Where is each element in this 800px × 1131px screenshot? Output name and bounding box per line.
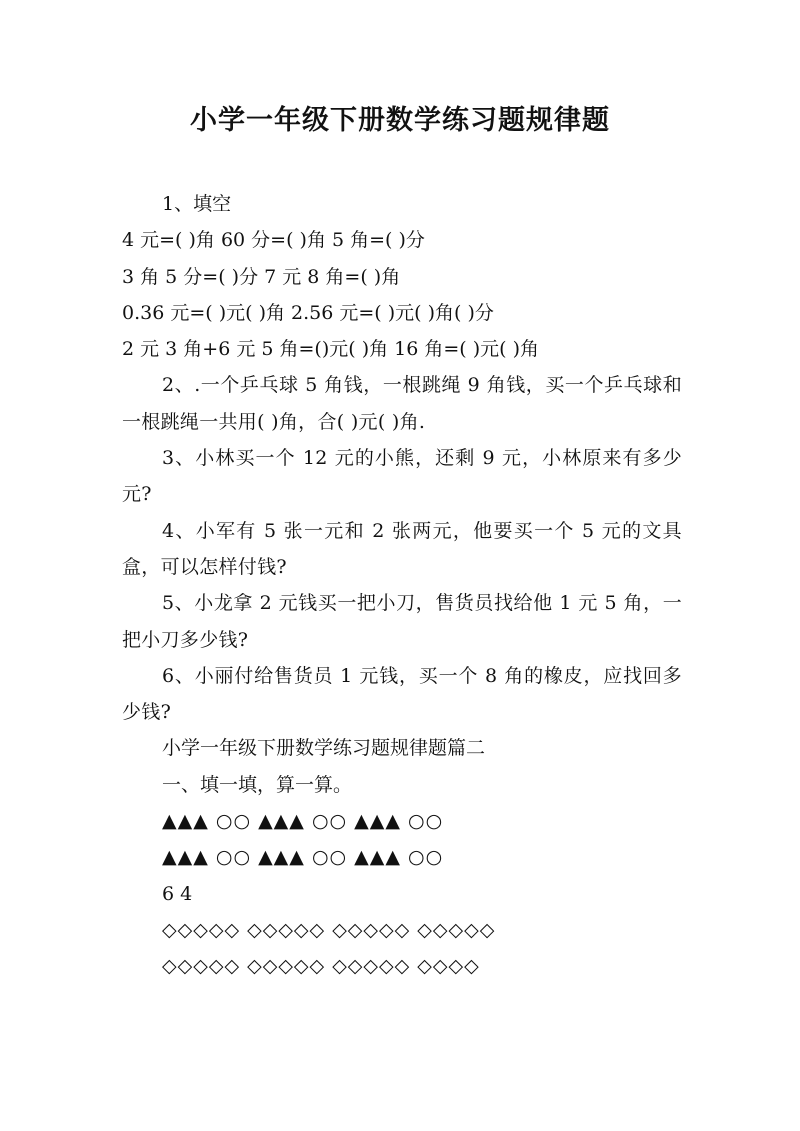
triangle-circle-row-1: ▲▲▲ ○○ ▲▲▲ ○○ ▲▲▲ ○○ xyxy=(162,810,444,833)
page-title: 小学一年级下册数学练习题规律题 xyxy=(190,105,610,136)
question-5: 5、小龙拿 2 元钱买一把小刀，售货员找给他 1 元 5 角，一把小刀多少钱? xyxy=(122,592,682,651)
question-6: 6、小丽付给售货员 1 元钱，买一个 8 角的橡皮，应找回多少钱? xyxy=(122,664,682,724)
question-4: 4、小军有 5 张一元和 2 张两元，他要买一个 5 元的文具盒，可以怎样付钱? xyxy=(122,519,682,578)
fill-line-1: 4 元=( )角 60 分=( )角 5 角=( )分 xyxy=(122,229,425,252)
section-2-heading: 小学一年级下册数学练习题规律题篇二 xyxy=(162,737,486,760)
triangle-circle-row-2: ▲▲▲ ○○ ▲▲▲ ○○ ▲▲▲ ○○ xyxy=(162,846,444,869)
question-2: 2、.一个乒乓球 5 角钱，一根跳绳 9 角钱，买一个乒乓球和一根跳绳一共用( )角，合( )元( )角. xyxy=(122,374,682,433)
number-line: 6 4 xyxy=(162,882,193,905)
question-3: 3、小林买一个 12 元的小熊，还剩 9 元，小林原来有多少元? xyxy=(122,447,682,506)
question-1-heading: 1、填空 xyxy=(162,193,232,215)
document-body xyxy=(122,186,682,985)
fill-line-2: 3 角 5 分=( )分 7 元 8 角=( )角 xyxy=(122,265,401,288)
section-2-subheading: 一、填一填，算一算。 xyxy=(162,773,353,796)
fill-line-4: 2 元 3 角+6 元 5 角=()元( )角 16 角=( )元( )角 xyxy=(122,338,540,361)
fill-line-3: 0.36 元=( )元( )角 2.56 元=( )元( )角( )分 xyxy=(122,301,494,324)
diamond-row-1: ◇◇◇◇◇ ◇◇◇◇◇ ◇◇◇◇◇ ◇◇◇◇◇ xyxy=(162,918,496,941)
diamond-row-2: ◇◇◇◇◇ ◇◇◇◇◇ ◇◇◇◇◇ ◇◇◇◇ xyxy=(162,955,480,978)
